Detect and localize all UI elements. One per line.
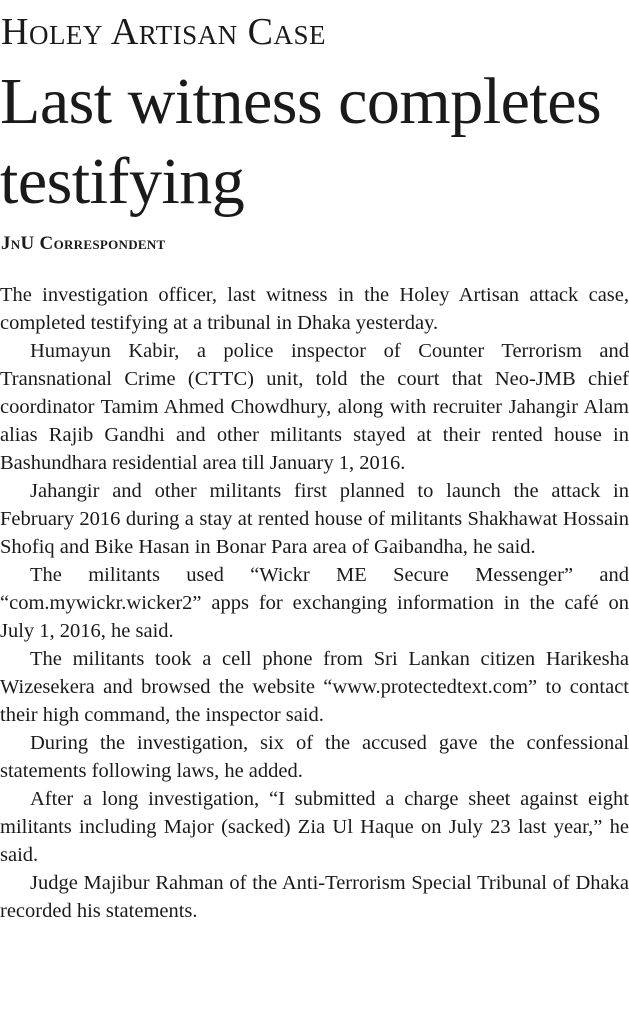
paragraph: During the investigation, six of the accused gave the confessional statements following laws, he added.: [0, 732, 629, 782]
section-kicker: Holey Artisan Case: [1, 11, 327, 53]
byline: JnU Correspondent: [1, 233, 166, 254]
paragraph: After a long investigation, “I submitted a charge sheet against eight militants including Major (sacked) Zia Ul Haque on July 23 last year,” he said.: [0, 788, 629, 866]
paragraph: Judge Majibur Rahman of the Anti-Terrorism Special Tribunal of Dhaka recorded his statements.: [0, 872, 629, 922]
paragraph: The militants took a cell phone from Sri Lankan citizen Harikesha Wizesekera and browsed the website “www.protectedtext.com” to contact their high command, the inspector said.: [0, 648, 629, 726]
article-body: [0, 281, 629, 925]
paragraph: Humayun Kabir, a police inspector of Counter Terrorism and Transnational Crime (CTTC) unit, told the court that Neo-JMB chief coordinator Tamim Ahmed Chowdhury, along with recruiter Jahangir Alam alias Rajib Gandhi and other militants stayed at their rented house in Bashundhara residential area till January 1, 2016.: [0, 340, 629, 474]
paragraph: Jahangir and other militants first planned to launch the attack in February 2016 during a stay at rented house of militants Shakhawat Hossain Shofiq and Bike Hasan in Bonar Para area of Gaibandha, he said.: [0, 480, 629, 558]
paragraph: The militants used “Wickr ME Secure Messenger” and “com.mywickr.wicker2” apps for exchanging information in the café on July 1, 2016, he said.: [0, 564, 629, 642]
paragraph: The investigation officer, last witness in the Holey Artisan attack case, completed testifying at a tribunal in Dhaka yesterday.: [0, 284, 629, 334]
headline: Last witness completes testifying: [0, 65, 602, 218]
